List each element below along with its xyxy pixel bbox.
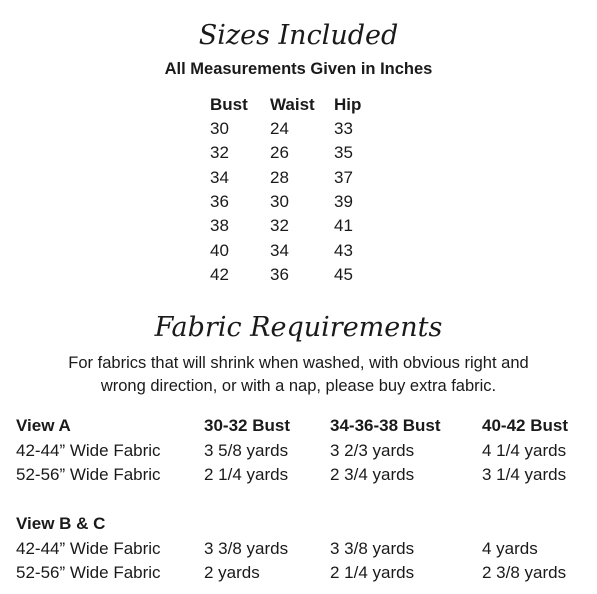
view-a-label: View A xyxy=(16,416,71,436)
hip-value: 43 xyxy=(334,240,353,260)
fabric-note-line: For fabrics that will shrink when washed, with obvious right and xyxy=(68,354,529,372)
view-bc-fabric-table xyxy=(16,512,566,586)
yardage-value: 2 yards xyxy=(204,563,260,583)
yardage-value: 2 1/4 yards xyxy=(204,465,289,485)
waist-value: 32 xyxy=(270,216,289,236)
fabric-width-label: 52-56” Wide Fabric xyxy=(16,563,161,583)
table-row xyxy=(16,561,566,586)
view-bc-label: View B & C xyxy=(16,514,106,534)
yardage-value: 2 3/8 yards xyxy=(482,563,567,583)
size-chart-table xyxy=(204,92,384,287)
header-waist: Waist xyxy=(270,94,315,114)
header-hip: Hip xyxy=(334,94,362,114)
bust-value: 42 xyxy=(210,264,229,284)
yardage-value: 2 3/4 yards xyxy=(330,465,415,485)
bust-value: 32 xyxy=(210,143,229,163)
table-row xyxy=(204,141,384,165)
view-a-fabric-table xyxy=(16,414,568,488)
bust-value: 36 xyxy=(210,192,229,212)
header-bust: Bust xyxy=(210,94,248,114)
bust-value: 38 xyxy=(210,216,229,236)
waist-value: 28 xyxy=(270,167,289,187)
measurements-subtitle: All Measurements Given in Inches xyxy=(164,60,433,78)
waist-value: 26 xyxy=(270,143,289,163)
yardage-value: 3 3/8 yards xyxy=(204,538,289,558)
yardage-value: 3 3/8 yards xyxy=(330,538,415,558)
fabric-requirements-title: Fabric Requirements xyxy=(154,312,443,343)
hip-value: 35 xyxy=(334,143,353,163)
table-row xyxy=(204,190,384,214)
fabric-width-label: 42-44” Wide Fabric xyxy=(16,440,161,460)
column-34-36-38-bust: 34-36-38 Bust xyxy=(330,416,441,436)
hip-value: 41 xyxy=(334,216,353,236)
waist-value: 30 xyxy=(270,192,289,212)
fabric-width-label: 52-56” Wide Fabric xyxy=(16,465,161,485)
fabric-note xyxy=(0,352,597,398)
hip-value: 33 xyxy=(334,119,353,139)
column-40-42-bust: 40-42 Bust xyxy=(482,416,568,436)
hip-value: 45 xyxy=(334,264,353,284)
table-row xyxy=(16,537,566,562)
waist-value: 24 xyxy=(270,119,289,139)
bust-value: 40 xyxy=(210,240,229,260)
sizes-title: Sizes Included xyxy=(198,20,399,51)
view-bc-header-row xyxy=(16,512,566,537)
size-chart-header-row xyxy=(204,92,384,117)
hip-value: 39 xyxy=(334,192,353,212)
column-30-32-bust: 30-32 Bust xyxy=(204,416,290,436)
view-a-header-row xyxy=(16,414,568,439)
table-row xyxy=(204,214,384,238)
bust-value: 34 xyxy=(210,167,229,187)
yardage-value: 3 5/8 yards xyxy=(204,440,289,460)
yardage-value: 3 1/4 yards xyxy=(482,465,567,485)
yardage-value: 2 1/4 yards xyxy=(330,563,415,583)
table-row xyxy=(16,439,568,464)
fabric-width-label: 42-44” Wide Fabric xyxy=(16,538,161,558)
yardage-value: 4 yards xyxy=(482,538,538,558)
table-row xyxy=(204,238,384,262)
waist-value: 34 xyxy=(270,240,289,260)
bust-value: 30 xyxy=(210,119,229,139)
table-row xyxy=(16,463,568,488)
yardage-value: 4 1/4 yards xyxy=(482,440,567,460)
table-row xyxy=(204,166,384,190)
fabric-note-line: wrong direction, or with a nap, please buy extra fabric. xyxy=(100,377,497,395)
waist-value: 36 xyxy=(270,264,289,284)
yardage-value: 3 2/3 yards xyxy=(330,440,415,460)
table-row xyxy=(204,117,384,141)
hip-value: 37 xyxy=(334,167,353,187)
table-row xyxy=(204,263,384,287)
